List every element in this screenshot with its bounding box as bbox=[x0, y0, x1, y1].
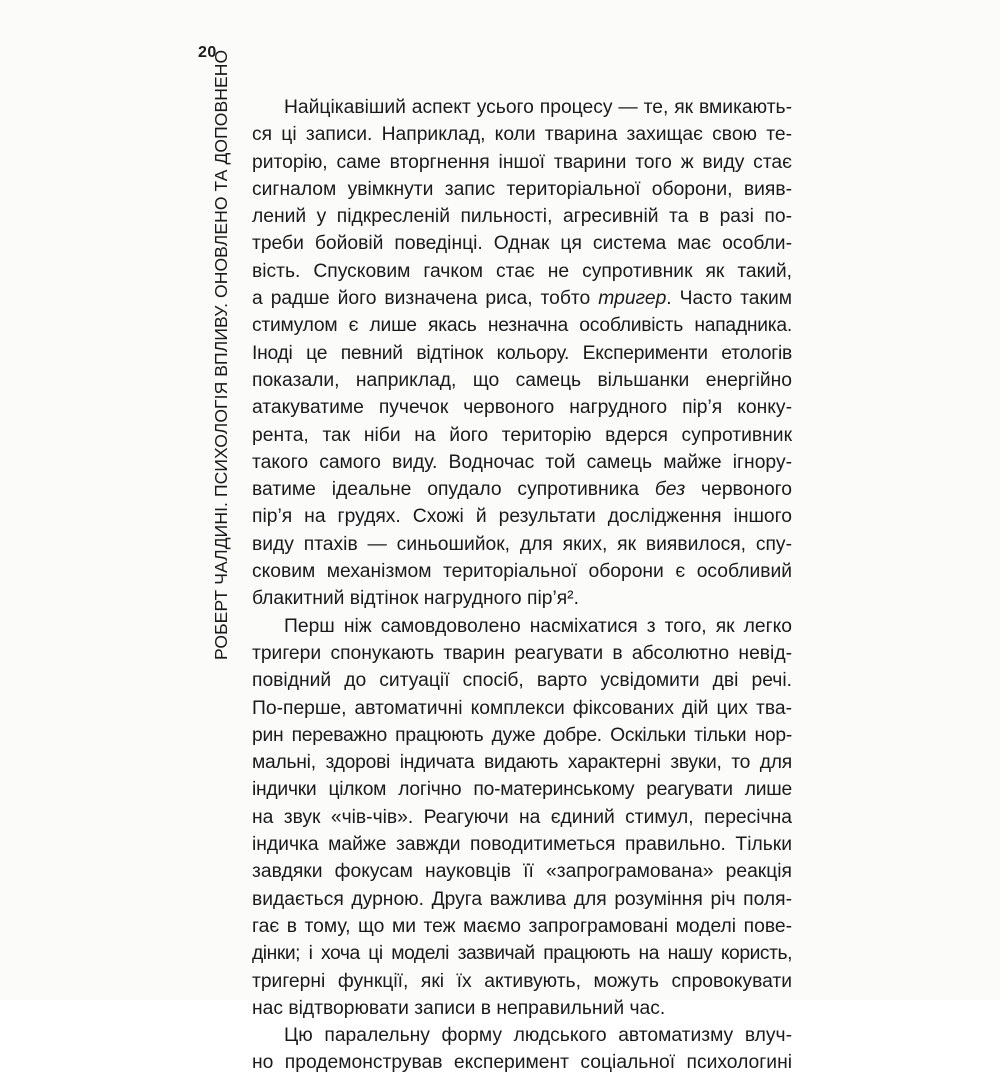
text-line: блакитний відтінок нагрудного пір’я². bbox=[252, 588, 579, 610]
text-line: атакуватиме пучечок червоного нагрудного пір’я конку- bbox=[252, 397, 792, 419]
text-line: риторію, саме вторгнення іншої тварини того ж виду стає bbox=[252, 151, 792, 173]
text-line: стимулом є лише якась незначна особливість нападника. bbox=[252, 315, 792, 337]
text-line: рин переважно працюють дуже добре. Оскільки тільки нор- bbox=[252, 724, 792, 746]
text-line bbox=[252, 285, 792, 312]
text-line: індичка майже завжди поводитиметься правильно. Тільки bbox=[252, 834, 792, 856]
text-line: ся ці записи. Наприклад, коли тварина захищає свою те- bbox=[252, 124, 792, 146]
text-line: гає в тому, що ми теж маємо запрограмовані моделі пове- bbox=[252, 915, 792, 937]
text-line: тригери спонукають тварин реагувати в абсолютно невід- bbox=[252, 642, 792, 664]
text-line: індички цілком логічно по-материнському реагувати лише bbox=[252, 779, 792, 801]
text-line: Цю паралельну форму людського автоматизму влуч- bbox=[284, 1025, 792, 1047]
text-fragment: а радше його визначена риса, тобто bbox=[252, 288, 599, 310]
text-line: дінки; і хоча ці моделі зазвичай працюють на нашу користь, bbox=[252, 943, 792, 965]
page-number: 20 bbox=[198, 44, 217, 61]
text-line: пір’я на грудях. Схожі й результати дослідження іншого bbox=[252, 506, 792, 528]
italic-term: тригер bbox=[598, 288, 667, 310]
text-line: лений у підкресленій пильності, агресивній та в разі по- bbox=[252, 206, 792, 228]
text-line: мальні, здорові індичата видають характерні звуки, то для bbox=[252, 752, 792, 774]
text-fragment: червоного bbox=[685, 479, 792, 501]
text-line: По-перше, автоматичні комплекси фіксованих дій цих тва- bbox=[252, 697, 792, 719]
text-line: треби бойовій поведінці. Однак ця система має особли- bbox=[252, 233, 792, 255]
text-line: показали, наприклад, що самець вільшанки енергійно bbox=[252, 369, 792, 391]
running-header: РОБЕРТ ЧАЛДИНІ. ПСИХОЛОГІЯ ВПЛИВУ. ОНОВЛЕНО ТА ДОПОВНЕНО bbox=[211, 49, 231, 660]
text-line: рента, так ніби на його територію вдерся супротивник bbox=[252, 424, 792, 446]
text-line: нас відтворювати записи в неправильний час. bbox=[252, 997, 666, 1019]
text-line: видається дурною. Друга важлива для розуміння річ поля- bbox=[252, 888, 792, 910]
text-line: повідний до ситуації спосіб, варто усвідомити дві речі. bbox=[252, 670, 792, 692]
text-line: вість. Спусковим гачком стає не супротивник як такий, bbox=[252, 260, 792, 282]
body-text bbox=[252, 94, 792, 1077]
text-line: Іноді це певний відтінок кольору. Експерименти етологів bbox=[252, 342, 792, 364]
text-line: сигналом увімкнути запис територіальної оборони, вияв- bbox=[252, 178, 792, 200]
text-line: Перш ніж самовдоволено насміхатися з того, як легко bbox=[284, 615, 792, 637]
text-line: тригерні функції, які їх активують, можуть спровокувати bbox=[252, 970, 792, 992]
text-fragment: . Часто таким bbox=[666, 288, 792, 310]
text-fragment: ватиме ідеальне опудало супротивника bbox=[252, 479, 655, 501]
italic-term: без bbox=[654, 479, 686, 501]
text-line bbox=[252, 476, 792, 503]
text-line: но продемонстрував експеримент соціальної психологині bbox=[252, 1052, 792, 1074]
text-line: сковим механізмом територіальної оборони є особливий bbox=[252, 561, 792, 583]
text-line: такого самого виду. Водночас той самець майже ігнору- bbox=[252, 451, 792, 473]
text-line: виду птахів — синьошийок, для яких, як виявилося, спу- bbox=[252, 533, 792, 555]
text-line: Найцікавіший аспект усього процесу — те, як вмикають- bbox=[284, 97, 792, 118]
text-line: на звук «чів-чів». Реагуючи на єдиний стимул, пересічна bbox=[252, 806, 792, 828]
text-line: завдяки фокусам науковців її «запрограмована» реакція bbox=[252, 861, 792, 883]
